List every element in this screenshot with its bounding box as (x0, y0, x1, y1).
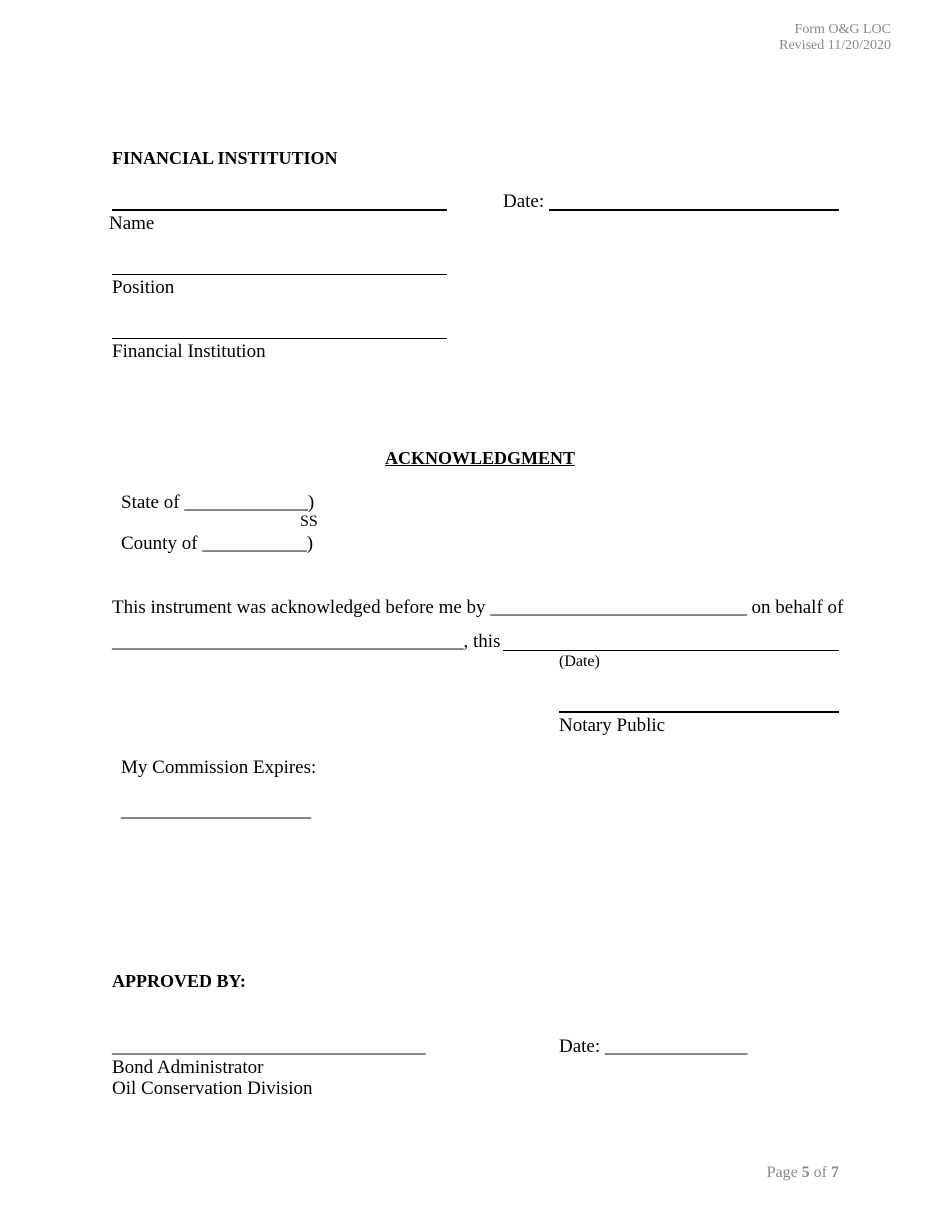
approval-date-label: Date: _______________ (559, 1036, 748, 1057)
of-word: of (813, 1164, 827, 1181)
page-word: Page (766, 1164, 798, 1181)
page-current: 5 (801, 1164, 810, 1181)
name-signature-line[interactable] (112, 209, 447, 211)
on-behalf-of-underscores: _____________________________________ (112, 631, 464, 652)
notary-signature-line[interactable] (559, 711, 839, 713)
date-field-line[interactable] (549, 209, 839, 211)
oil-conservation-division-label: Oil Conservation Division (112, 1078, 313, 1099)
approved-by-heading: APPROVED BY: (112, 971, 246, 991)
this-word: this (468, 631, 501, 652)
state-of-line: State of _____________) (121, 492, 315, 513)
page-total: 7 (831, 1164, 839, 1181)
position-label: Position (112, 277, 175, 298)
bond-administrator-signature-line[interactable]: _________________________________ (112, 1036, 426, 1057)
commission-expires-line[interactable]: ____________________ (121, 800, 311, 821)
commission-expires-label: My Commission Expires: (121, 757, 317, 778)
county-of-line: County of ___________) (121, 533, 314, 554)
financial-institution-line[interactable] (112, 338, 447, 339)
on-behalf-of-line (112, 631, 500, 653)
financial-institution-label: Financial Institution (112, 341, 266, 362)
name-label: Name (109, 213, 155, 234)
form-id: Form O&G LOC (794, 22, 891, 37)
position-line[interactable] (112, 274, 447, 275)
financial-institution-heading: FINANCIAL INSTITUTION (112, 148, 338, 168)
acknowledgment-heading: ACKNOWLEDGMENT (384, 448, 575, 468)
bond-administrator-label: Bond Administrator (112, 1057, 264, 1078)
acknowledgment-sentence: This instrument was acknowledged before me by ___________________________ on behalf of (112, 597, 844, 618)
notary-public-label: Notary Public (559, 715, 666, 736)
comma: , (463, 631, 469, 652)
revision-date: Revised 11/20/2020 (779, 38, 891, 53)
acknowledgment-date-line[interactable] (503, 650, 839, 651)
date-label: Date: (503, 191, 545, 212)
page-number (767, 1164, 839, 1182)
ss-label: SS (300, 513, 318, 530)
date-caption: (Date) (559, 653, 600, 670)
